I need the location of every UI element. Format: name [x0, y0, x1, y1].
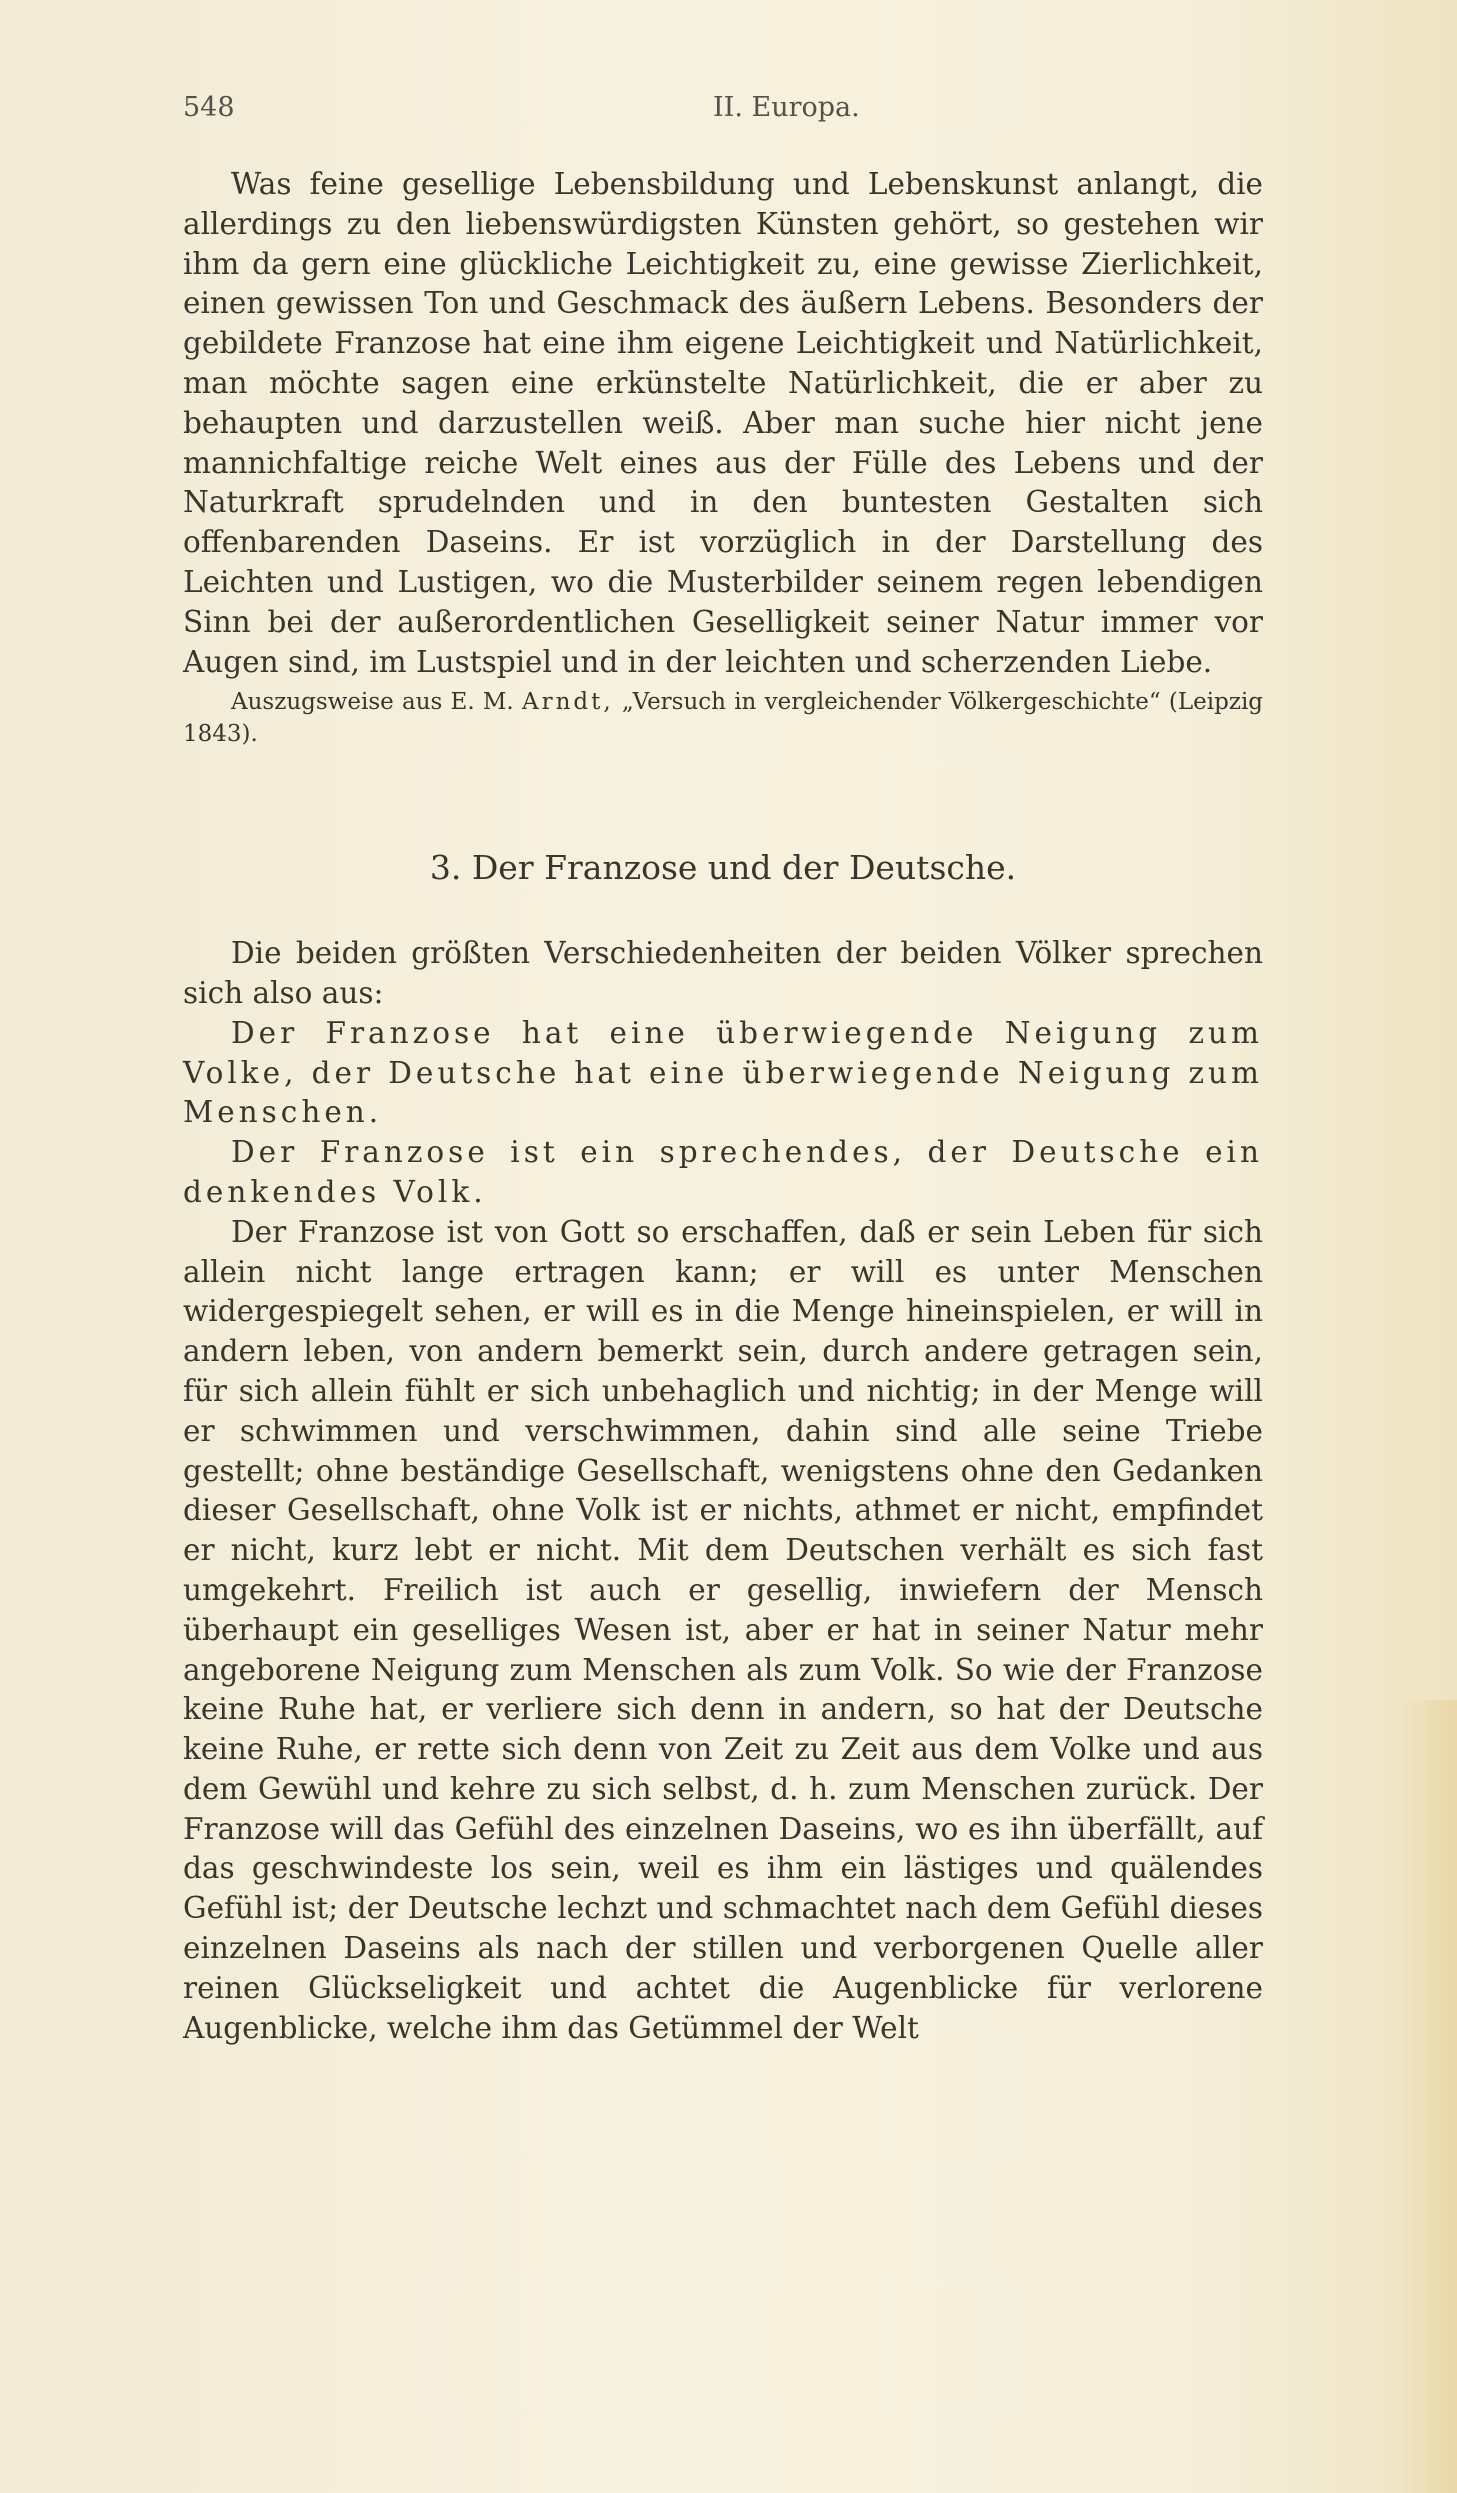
body-text — [183, 165, 1263, 2048]
paragraph-4: Der Franzose ist ein sprechendes, der Deutsche ein denkendes Volk. — [183, 1135, 1263, 1209]
paragraph-1: Was feine gesellige Lebensbildung und Lebenskunst anlangt, die allerdings zu den liebenswürdigsten Künsten gehört, so gestehen wir ihm da gern eine glückliche Leichtigkeit zu, eine gewisse Zierlichkeit, einen gewissen Ton und Geschmack des äußern Lebens. Besonders der gebildete Franzose hat eine ihm eigene Leichtigkeit und Natürlichkeit, man möchte sagen eine erkünstelte Natürlichkeit, die er aber zu behaupten und darzustellen weiß. Aber man suche hier nicht jene mannichfaltige reiche Welt eines aus der Fülle des Lebens und der Naturkraft sprudelnden und in den buntesten Gestalten sich offenbarenden Daseins. Er ist vorzüglich in der Darstellung des Leichten und Lustigen, wo die Musterbilder seinem regen lebendigen Sinn bei der außerordentlichen Geselligkeit seiner Natur immer vor Augen sind, im Lustspiel und in der leichten und scherzenden Liebe. — [183, 167, 1263, 679]
paper-stain — [1397, 1700, 1457, 2493]
source-prefix: Auszugsweise aus E. M. — [231, 689, 514, 716]
running-title: II. Europa. — [713, 92, 860, 123]
paragraph-2: Die beiden größten Verschiedenheiten der beiden Völker sprechen sich also aus: — [183, 936, 1263, 1010]
page-header — [183, 92, 1283, 132]
section-number: 3. — [429, 848, 462, 888]
paragraph-5: Der Franzose ist von Gott so erschaffen, daß er sein Leben für sich allein nicht lange ertragen kann; er will es unter Menschen widergespiegelt sehen, er will es in die Menge hineinspielen, er will in andern leben, von andern bemerkt sein, durch andere getragen sein, für sich allein fühlt er sich unbehaglich und nichtig; in der Menge will er schwimmen und verschwimmen, dahin sind alle seine Triebe gestellt; ohne beständige Gesellschaft, wenigstens ohne den Gedanken dieser Gesellschaft, ohne Volk ist er nichts, athmet er nicht, empfindet er nicht, kurz lebt er nicht. Mit dem Deutschen verhält es sich fast umgekehrt. Freilich ist auch er gesellig, inwiefern der Mensch überhaupt ein geselliges Wesen ist, aber er hat in seiner Natur mehr angeborene Neigung zum Menschen als zum Volk. So wie der Franzose keine Ruhe hat, er verliere sich denn in andern, so hat der Deutsche keine Ruhe, er rette sich denn von Zeit zu Zeit aus dem Volke und aus dem Gewühl und kehre zu sich selbst, d. h. zum Menschen zurück. Der Franzose will das Gefühl des einzelnen Daseins, wo es ihn überfällt, auf das geschwindeste los sein, weil es ihm ein lästiges und quälendes Gefühl ist; der Deutsche lechzt und schmachtet nach dem Gefühl dieses einzelnen Daseins als nach der stillen und verborgenen Quelle aller reinen Glückseligkeit und achtet die Augenblicke für verlorene Augenblicke, welche ihm das Getümmel der Welt — [183, 1214, 1263, 2045]
source-suffix: „Versuch in vergleichender Völkergeschichte“ (Leipzig 1843). — [183, 689, 1264, 748]
section-heading: Der Franzose und der Deutsche. — [471, 848, 1017, 888]
paragraph-3: Der Franzose hat eine überwiegende Neigung zum Volke, der Deutsche hat eine überwiegende Neigung zum Menschen. — [183, 1015, 1263, 1130]
page-number: 548 — [183, 92, 235, 123]
section-title — [183, 848, 1263, 888]
source-citation — [183, 686, 1263, 750]
source-author: Arndt, — [521, 689, 614, 716]
